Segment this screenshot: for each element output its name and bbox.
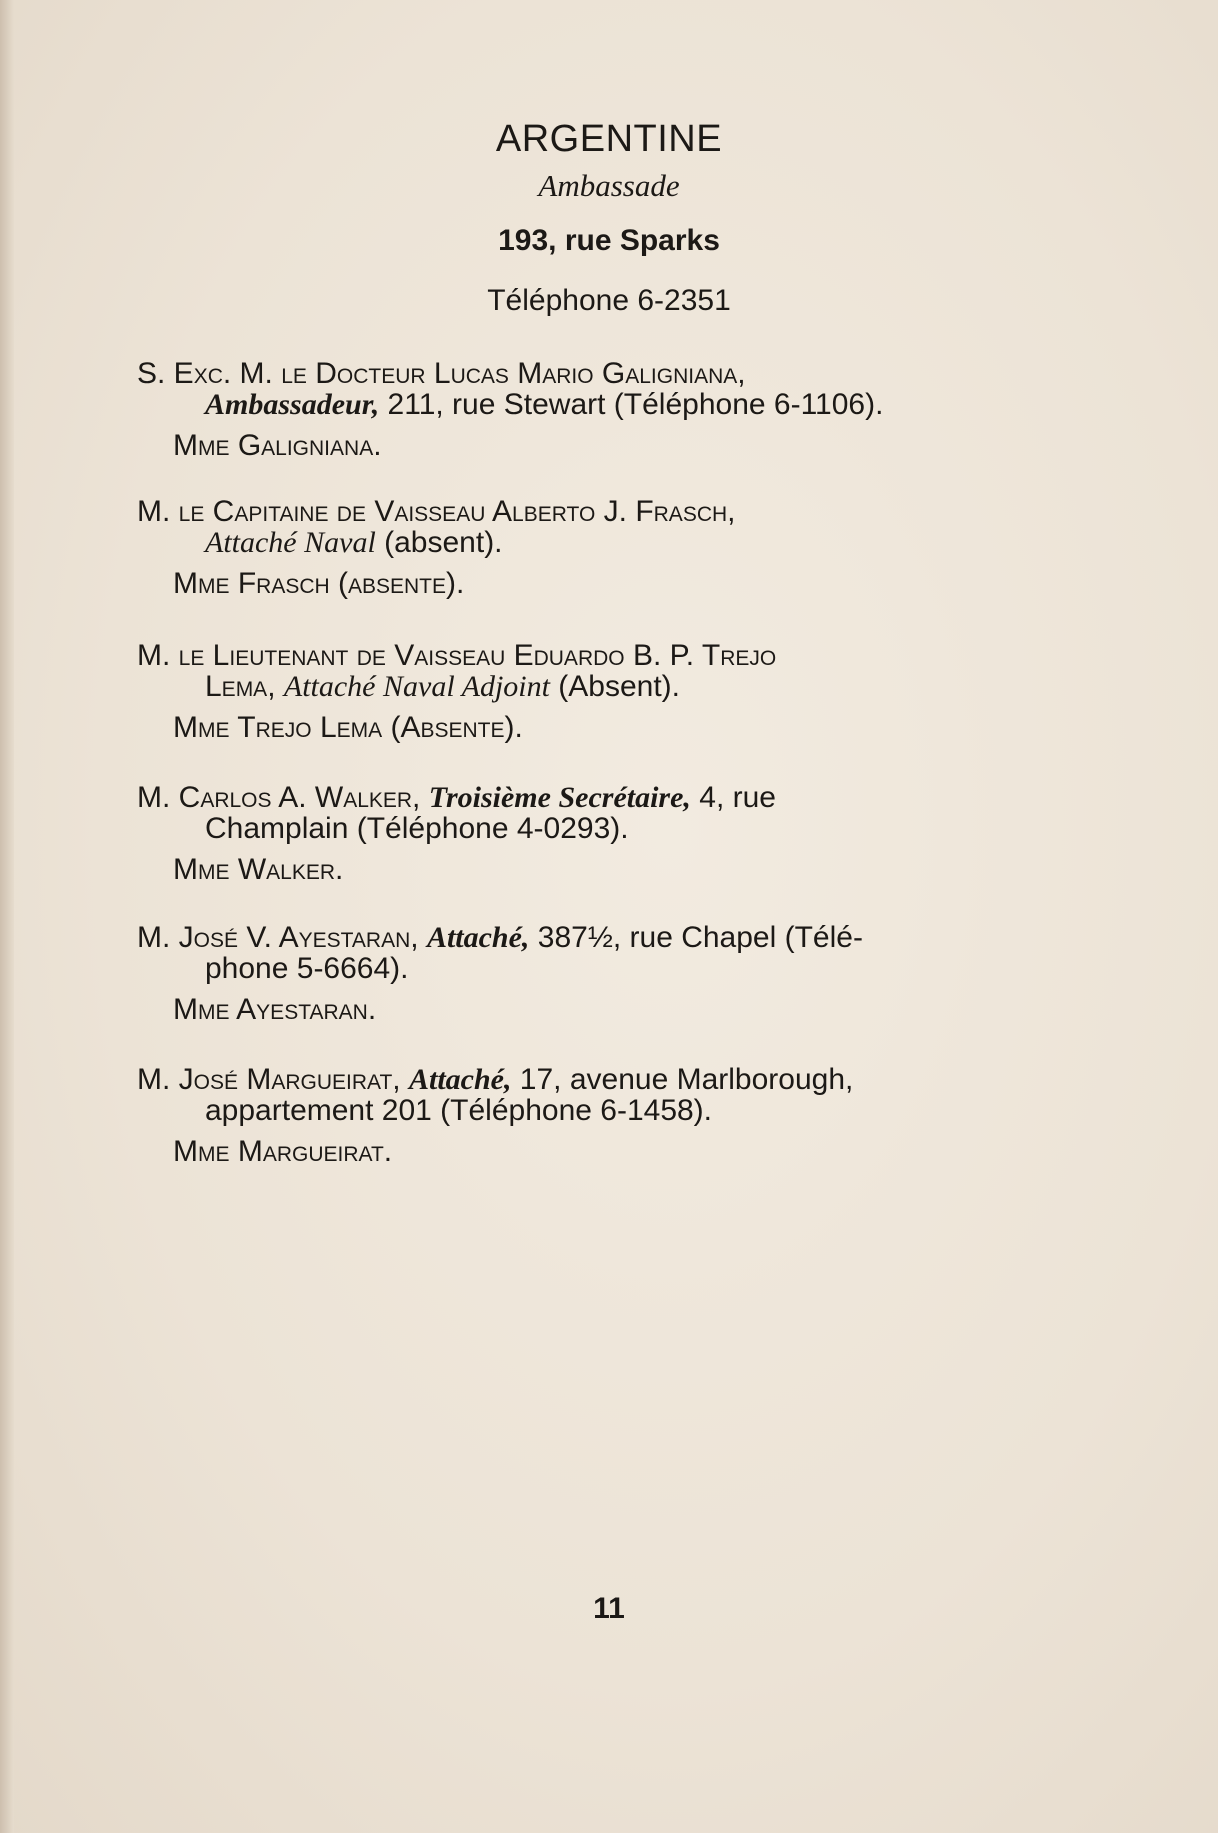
embassy-address: 193, rue Sparks xyxy=(498,224,720,257)
person-title: Attaché, xyxy=(426,921,530,954)
person-name: M. le Capitaine de Vaisseau Alberto J. Frasch, xyxy=(137,495,736,528)
person-address-continued: phone 5-6664). xyxy=(205,952,409,985)
person-address: 387½, rue Chapel (Télé- xyxy=(529,921,863,954)
mission-type: Ambassade xyxy=(538,168,680,203)
list-item xyxy=(137,358,1047,461)
list-item xyxy=(137,922,1047,1025)
person-title: Troisième Secrétaire, xyxy=(428,781,691,814)
list-item xyxy=(137,782,1047,885)
person-title: Attaché Naval Adjoint xyxy=(283,670,550,703)
person-name: M. Carlos A. Walker, xyxy=(137,781,421,814)
spouse-name: Mme Trejo Lema (Absente). xyxy=(173,711,523,744)
page-number: 11 xyxy=(593,1592,625,1625)
person-address-continued: appartement 201 (Téléphone 6-1458). xyxy=(205,1094,713,1127)
person-name: M. José V. Ayestaran, xyxy=(137,921,419,954)
spouse-name: Mme Walker. xyxy=(173,853,344,886)
person-address: 211, rue Stewart (Téléphone 6-1106). xyxy=(379,388,884,421)
person-name-continued: Lema, xyxy=(205,670,276,703)
list-item xyxy=(137,640,1047,743)
person-title: Ambassadeur, xyxy=(205,388,380,421)
spouse-name: Mme Galigniana. xyxy=(173,429,382,462)
book-gutter xyxy=(0,0,14,1833)
person-title: Attaché Naval xyxy=(205,526,376,559)
person-name: S. Exc. M. le Docteur Lucas Mario Galigniana, xyxy=(137,357,746,390)
person-title: Attaché, xyxy=(408,1063,512,1096)
person-address: 17, avenue Marlborough, xyxy=(511,1063,854,1096)
list-item xyxy=(137,1064,1047,1167)
person-status: (Absent). xyxy=(549,670,681,703)
person-name: M. José Margueirat, xyxy=(137,1063,401,1096)
person-name: M. le Lieutenant de Vaisseau Eduardo B. P. Trejo xyxy=(137,639,777,672)
person-address-continued: Champlain (Téléphone 4-0293). xyxy=(205,812,629,845)
spouse-name: Mme Ayestaran. xyxy=(173,993,377,1026)
embassy-telephone: Téléphone 6-2351 xyxy=(487,284,731,317)
spouse-name: Mme Frasch (absente). xyxy=(173,567,465,600)
spouse-name: Mme Margueirat. xyxy=(173,1135,393,1168)
country-heading: ARGENTINE xyxy=(495,118,723,160)
list-item xyxy=(137,496,1047,599)
person-address: 4, rue xyxy=(690,781,776,814)
person-status: (absent). xyxy=(375,526,503,559)
